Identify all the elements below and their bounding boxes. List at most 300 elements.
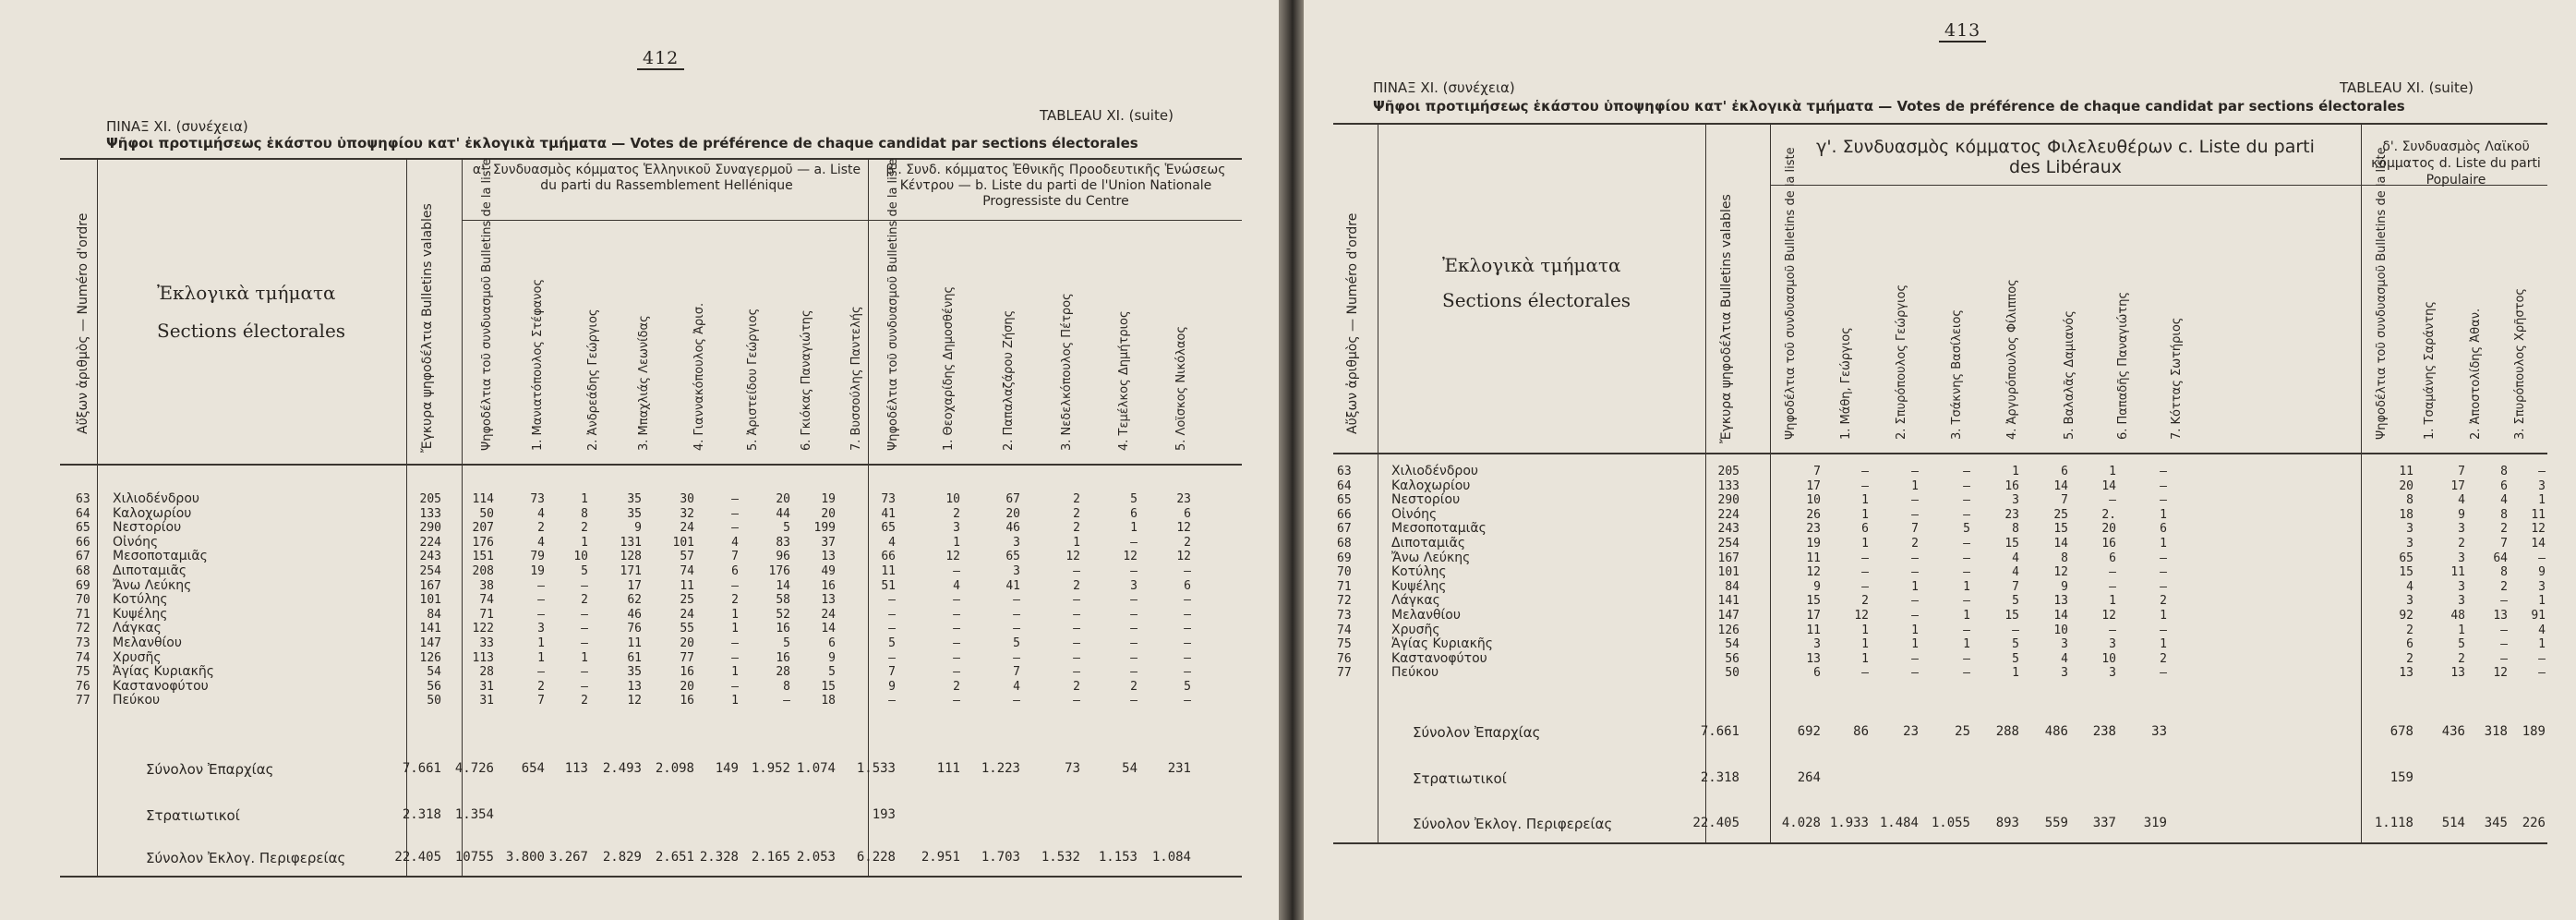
rule-bottom [1333, 842, 2547, 844]
table-cell: 128 [620, 550, 642, 564]
row-number: 70 [1337, 565, 1352, 580]
table-cell: 25 [680, 593, 694, 608]
row-number: 76 [1337, 651, 1352, 666]
table-cell: 13 [1806, 651, 1821, 666]
totals-cell: 111 [936, 761, 960, 776]
table-cell: 7 [2458, 465, 2465, 478]
table-cell: 17 [627, 578, 642, 593]
table-cell: 1 [1963, 579, 1970, 594]
totals-cell: 1.532 [1041, 850, 1080, 865]
table-cell: 46 [627, 607, 642, 622]
table-cell: 3 [1013, 564, 1020, 578]
table-cell: — [1963, 551, 1970, 565]
candidate-column-header: 7. Κόττας Σωτήριος [2170, 317, 2184, 440]
table-title-greek: ΠΙΝΑΞ XI. (συνέχεια) [106, 118, 248, 135]
table-cell: — [953, 665, 960, 680]
section-name: Διποταμιᾶς [113, 563, 187, 578]
table-cell: 31 [479, 679, 494, 694]
table-cell: 9 [828, 650, 836, 665]
table-cell: — [1861, 478, 1869, 493]
table-cell: 9 [2061, 579, 2068, 594]
table-cell: 7 [537, 694, 545, 708]
table-cell: 11 [2450, 565, 2465, 580]
table-cell: 5 [1130, 492, 1138, 506]
section-name: Νεστορίου [113, 520, 182, 536]
table-cell: 224 [1717, 507, 1739, 522]
table-cell: 13 [627, 679, 642, 694]
row-number: 73 [1337, 609, 1352, 623]
table-cell: 113 [472, 650, 494, 665]
table-cell: 1 [731, 665, 739, 680]
section-name: Πεύκου [1391, 665, 1439, 681]
table-cell: — [1911, 465, 1919, 478]
table-cell: — [2538, 465, 2546, 478]
col-divider [97, 158, 98, 876]
table-cell: 2 [1130, 679, 1138, 694]
table-cell: — [1963, 507, 1970, 522]
totals-cell: 159 [2389, 770, 2413, 785]
row-number: 74 [1337, 623, 1352, 637]
table-cell: 5 [2012, 637, 2019, 652]
row-number: 72 [1337, 594, 1352, 609]
book-gutter [1279, 0, 1304, 920]
table-cell: 13 [2450, 666, 2465, 681]
totals-label: Στρατιωτικοί [146, 807, 240, 824]
table-cell: — [1073, 636, 1080, 650]
table-cell: 3 [2538, 478, 2546, 493]
table-cell: — [2160, 666, 2167, 681]
totals-cell: 1.118 [2374, 816, 2413, 830]
table-cell: 101 [672, 535, 694, 550]
table-cell: 1 [1963, 637, 1970, 652]
table-cell: 243 [419, 550, 441, 564]
section-name: Μελανθίου [1391, 608, 1461, 623]
table-cell: 12 [1065, 550, 1080, 564]
table-cell: 52 [776, 607, 790, 622]
table-cell: 35 [627, 506, 642, 521]
table-cell: 167 [419, 578, 441, 593]
table-cell: 58 [776, 593, 790, 608]
table-cell: 6 [828, 636, 836, 650]
table-cell: 91 [2531, 609, 2546, 623]
totals-cell: 33 [2151, 724, 2167, 739]
table-cell: 8 [2406, 493, 2413, 508]
table-cell: 171 [620, 564, 642, 578]
group-b-header: β'. Συνδ. κόμματος Ἐθνικῆς Προοδευτικῆς Ἑνώσεως Κέντρου — b. Liste du parti de l'Union Nationale Progressiste du Centre [885, 163, 1226, 209]
table-cell: 5 [1184, 679, 1191, 694]
table-cell: 5 [828, 665, 836, 680]
table-cell: 1 [2160, 609, 2167, 623]
table-cell: 2 [1073, 492, 1080, 506]
order-number-header: Αὔξων ἀριθμὸς — Numéro d'ordre [1345, 212, 1360, 434]
table-cell: 37 [821, 535, 836, 550]
row-number: 68 [1337, 537, 1352, 551]
table-cell: 67 [1005, 492, 1020, 506]
totals-cell: 1.084 [1151, 850, 1191, 865]
table-cell: 5 [1013, 636, 1020, 650]
table-cell: 4 [2458, 493, 2465, 508]
table-cell: — [888, 607, 896, 622]
group-d-header: δ'. Συνδυασμὸς Λαϊκοῦ κόμματος d. Liste du parti Populaire [2371, 139, 2541, 188]
table-cell: — [1130, 665, 1138, 680]
totals-cell: 1.074 [796, 761, 836, 776]
table-cell: 20 [680, 636, 694, 650]
table-cell: 12 [2531, 522, 2546, 537]
table-cell: — [1073, 607, 1080, 622]
totals-cell: 189 [2522, 724, 2546, 739]
table-cell: 6 [2061, 465, 2068, 478]
table-cell: 5 [581, 564, 588, 578]
table-subtitle: Ψῆφοι προτιμήσεως ἑκάστου ὑποψηφίου κατ' ἐκλογικὰ τμήματα — Votes de préférence de chaque candidat par sections électorales [106, 135, 1138, 151]
table-cell: 71 [479, 607, 494, 622]
table-cell: 1 [1911, 478, 1919, 493]
table-cell: 20 [821, 506, 836, 521]
table-cell: 1 [2012, 465, 2019, 478]
table-cell: 32 [680, 506, 694, 521]
section-name: Μελανθίου [113, 636, 182, 650]
table-cell: 141 [419, 622, 441, 636]
row-number: 73 [76, 636, 90, 650]
table-cell: 2 [581, 593, 588, 608]
table-cell: 18 [821, 694, 836, 708]
table-cell: 76 [627, 622, 642, 636]
row-number: 64 [76, 506, 90, 521]
table-cell: 1 [1861, 637, 1869, 652]
table-cell: — [1963, 594, 1970, 609]
table-cell: — [953, 636, 960, 650]
table-cell: 6 [1861, 522, 1869, 537]
table-cell: 12 [2053, 565, 2068, 580]
totals-cell: 10755 [454, 850, 494, 865]
valid-ballots-header: Ἔγκυρα ψηφοδέλτια Bulletins valables [1719, 194, 1734, 443]
table-cell: 1 [1073, 535, 1080, 550]
table-cell: 126 [1717, 623, 1739, 637]
table-cell: 3 [2406, 522, 2413, 537]
totals-cell: 1.484 [1879, 816, 1919, 830]
table-cell: 1 [581, 492, 588, 506]
section-name: Κυψέλης [113, 606, 168, 622]
table-cell: 1 [731, 622, 739, 636]
totals-cell: 1.354 [454, 807, 494, 822]
table-cell: 9 [634, 521, 642, 536]
table-cell: 6 [731, 564, 739, 578]
table-cell: 1 [1963, 609, 1970, 623]
table-cell: 6 [2109, 551, 2116, 565]
table-cell: 10 [1806, 493, 1821, 508]
table-cell: 7 [1013, 665, 1020, 680]
table-cell: 16 [776, 622, 790, 636]
table-cell: 20 [1005, 506, 1020, 521]
table-cell: 2 [2406, 651, 2413, 666]
table-cell: 4 [2538, 623, 2546, 637]
table-cell: 8 [783, 679, 790, 694]
table-cell: 16 [680, 694, 694, 708]
table-cell: 9 [888, 679, 896, 694]
table-cell: 1 [537, 636, 545, 650]
table-cell: 6 [1813, 666, 1821, 681]
candidate-column-header: 4. Τεμέλκος Δημήτριος [1117, 310, 1131, 451]
table-cell: — [537, 665, 545, 680]
table-cell: 3 [2109, 666, 2116, 681]
section-name: Μεσοποταμιᾶς [113, 549, 208, 564]
row-number: 75 [76, 665, 90, 680]
table-cell: 1 [731, 694, 739, 708]
table-cell: — [2160, 623, 2167, 637]
table-cell: — [1130, 607, 1138, 622]
table-cell: 4 [2500, 493, 2508, 508]
table-cell: 1 [2538, 594, 2546, 609]
table-cell: 73 [881, 492, 896, 506]
table-cell: 1 [1911, 637, 1919, 652]
table-cell: — [953, 650, 960, 665]
table-cell: 5 [783, 636, 790, 650]
totals-cell: 345 [2484, 816, 2508, 830]
table-cell: — [1073, 564, 1080, 578]
table-cell: 62 [627, 593, 642, 608]
candidate-column-header: 7. Βυσσούλης Παντελής [849, 306, 863, 451]
table-cell: — [1073, 593, 1080, 608]
table-cell: 54 [427, 665, 441, 680]
table-cell: 50 [427, 694, 441, 708]
table-cell: — [2160, 478, 2167, 493]
table-cell: 73 [530, 492, 545, 506]
table-cell: — [1911, 651, 1919, 666]
table-cell: 1 [1861, 651, 1869, 666]
table-cell: — [1073, 694, 1080, 708]
table-cell: 5 [2458, 637, 2465, 652]
table-cell: 2 [537, 521, 545, 536]
table-cell: 5 [888, 636, 896, 650]
table-cell: 8 [2012, 522, 2019, 537]
table-cell: — [783, 694, 790, 708]
table-cell: 14 [2053, 537, 2068, 551]
page-number: 412 [637, 48, 684, 68]
table-cell: 1 [731, 607, 739, 622]
rule-header-bottom [1333, 453, 2547, 454]
table-cell: 208 [472, 564, 494, 578]
totals-label: Σύνολον Ἐπαρχίας [1413, 724, 1541, 741]
table-cell: — [1861, 579, 1869, 594]
totals-cell: 692 [1797, 724, 1821, 739]
table-cell: 11 [627, 636, 642, 650]
totals-cell: 559 [2044, 816, 2068, 830]
row-number: 71 [1337, 579, 1352, 594]
table-cell: 10 [2101, 651, 2116, 666]
table-cell: 12 [2101, 609, 2116, 623]
table-cell: 64 [2493, 551, 2508, 565]
table-cell: 3 [2061, 637, 2068, 652]
table-cell: 176 [472, 535, 494, 550]
table-cell: 6 [2406, 637, 2413, 652]
table-cell: 10 [2053, 623, 2068, 637]
table-cell: — [1963, 565, 1970, 580]
totals-cell: 2.951 [921, 850, 960, 865]
table-cell: — [1184, 564, 1191, 578]
table-cell: 101 [1717, 565, 1739, 580]
totals-cell: 436 [2441, 724, 2465, 739]
table-cell: 51 [881, 578, 896, 593]
table-cell: 11 [1806, 551, 1821, 565]
table-cell: 55 [680, 622, 694, 636]
totals-cell: 7.661 [402, 761, 441, 776]
table-cell: 79 [530, 550, 545, 564]
table-cell: — [731, 506, 739, 521]
table-cell: 4 [2012, 551, 2019, 565]
row-number: 68 [76, 564, 90, 578]
table-cell: 20 [680, 679, 694, 694]
table-cell: 7 [2061, 493, 2068, 508]
table-cell: 7 [888, 665, 896, 680]
table-cell: — [1184, 650, 1191, 665]
totals-cell: 7.661 [1700, 724, 1739, 739]
table-cell: 14 [821, 622, 836, 636]
table-cell: — [1184, 593, 1191, 608]
totals-cell: 22.405 [394, 850, 441, 865]
totals-cell: 238 [2092, 724, 2116, 739]
table-cell: 96 [776, 550, 790, 564]
table-cell: — [731, 492, 739, 506]
table-cell: — [581, 607, 588, 622]
table-cell: 10 [573, 550, 588, 564]
table-cell: — [1013, 622, 1020, 636]
table-cell: — [1911, 493, 1919, 508]
row-number: 75 [1337, 637, 1352, 652]
section-name: Χιλιοδένδρου [1391, 464, 1478, 478]
table-cell: — [2538, 666, 2546, 681]
table-cell: 25 [2053, 507, 2068, 522]
table-cell: 205 [1717, 465, 1739, 478]
table-cell: 3 [2458, 594, 2465, 609]
table-cell: 2 [581, 521, 588, 536]
candidate-column-header: 5. Βαλαλᾶς Δαμιανός [2063, 310, 2076, 440]
table-cell: 147 [419, 636, 441, 650]
totals-cell: 1.703 [981, 850, 1020, 865]
table-cell: 243 [1717, 522, 1739, 537]
table-cell: — [581, 578, 588, 593]
table-cell: 3 [2406, 594, 2413, 609]
table-cell: 11 [2399, 465, 2413, 478]
totals-cell: 1.223 [981, 761, 1020, 776]
table-cell: 16 [821, 578, 836, 593]
table-cell: — [537, 578, 545, 593]
table-cell: 23 [2004, 507, 2019, 522]
table-cell: 1 [2109, 465, 2116, 478]
section-name: Καλοχωρίου [113, 505, 192, 521]
totals-label: Σύνολον Ἐπαρχίας [146, 761, 274, 778]
row-number: 66 [1337, 507, 1352, 522]
table-cell: — [1130, 535, 1138, 550]
table-cell: 141 [1717, 594, 1739, 609]
table-cell: — [1130, 650, 1138, 665]
table-cell: 290 [419, 521, 441, 536]
table-cell: 3 [2538, 579, 2546, 594]
table-cell: 7 [1813, 465, 1821, 478]
table-cell: 35 [627, 492, 642, 506]
table-cell: 4 [731, 535, 739, 550]
table-cell: 1 [2458, 623, 2465, 637]
table-cell: 6 [1130, 506, 1138, 521]
table-cell: 3 [2061, 666, 2068, 681]
table-cell: 2 [1073, 578, 1080, 593]
totals-cell: 3.800 [505, 850, 545, 865]
section-name: Χιλιοδένδρου [113, 491, 199, 506]
table-cell: 2 [1861, 594, 1869, 609]
candidate-column-header: 3. Τσάκνης Βασίλειος [1950, 309, 1964, 440]
table-cell: — [2109, 623, 2116, 637]
rule-header-bottom [60, 464, 1242, 466]
totals-label: Σύνολον Ἐκλογ. Περιφερείας [146, 850, 346, 866]
table-cell: 28 [776, 665, 790, 680]
row-number: 74 [76, 650, 90, 665]
table-cell: 2 [2500, 579, 2508, 594]
table-cell: 2. [2101, 507, 2116, 522]
table-cell: 199 [813, 521, 836, 536]
rule-top [1333, 123, 2547, 125]
table-cell: 13 [2399, 666, 2413, 681]
totals-cell: 2.651 [655, 850, 694, 865]
table-cell: 131 [620, 535, 642, 550]
row-number: 77 [76, 694, 90, 708]
table-cell: 46 [1005, 521, 1020, 536]
table-cell: — [2500, 651, 2508, 666]
table-cell: 1 [2109, 594, 2116, 609]
table-cell: — [537, 593, 545, 608]
table-cell: 3 [953, 521, 960, 536]
table-cell: 28 [479, 665, 494, 680]
table-cell: 2 [2458, 651, 2465, 666]
table-cell: 20 [2399, 478, 2413, 493]
section-name: Ἄνω Λεύκης [1391, 550, 1471, 565]
table-cell: 56 [427, 679, 441, 694]
table-cell: 207 [472, 521, 494, 536]
totals-label: Σύνολον Ἐκλογ. Περιφερείας [1413, 816, 1613, 832]
table-cell: 56 [1725, 651, 1739, 666]
section-name: Λάγκας [1391, 593, 1440, 609]
totals-cell: 514 [2441, 816, 2465, 830]
table-cell: 77 [680, 650, 694, 665]
totals-cell: 149 [715, 761, 739, 776]
table-cell: — [1911, 609, 1919, 623]
table-title-french: TABLEAU XI. (suite) [2340, 79, 2474, 96]
totals-cell: 678 [2389, 724, 2413, 739]
table-cell: 15 [2053, 522, 2068, 537]
candidate-column-header: Ψηφοδέλτια τοῦ συνδυασμοῦ Bulletins de la liste [2375, 147, 2389, 440]
table-cell: 65 [2399, 551, 2413, 565]
sections-header-french: Sections électorales [157, 320, 346, 342]
table-cell: — [581, 622, 588, 636]
table-cell: 12 [1806, 565, 1821, 580]
table-cell: — [953, 564, 960, 578]
table-cell: — [888, 650, 896, 665]
totals-cell: 1.952 [751, 761, 790, 776]
table-cell: 12 [1854, 609, 1869, 623]
table-cell: 26 [1806, 507, 1821, 522]
table-cell: 4 [888, 535, 896, 550]
table-cell: — [1073, 650, 1080, 665]
table-cell: 224 [419, 535, 441, 550]
section-name: Πεύκου [113, 693, 161, 708]
section-name: Κοτύλης [113, 592, 168, 608]
table-cell: 6 [2160, 522, 2167, 537]
table-cell: — [1911, 551, 1919, 565]
table-cell: 17 [1806, 609, 1821, 623]
row-number: 65 [76, 521, 90, 536]
table-cell: 9 [2458, 507, 2465, 522]
table-cell: 11 [1806, 623, 1821, 637]
table-cell: 6 [1184, 506, 1191, 521]
candidate-column-header: 6. Γκιόκας Παναγιώτης [800, 309, 813, 451]
table-cell: 10 [945, 492, 960, 506]
